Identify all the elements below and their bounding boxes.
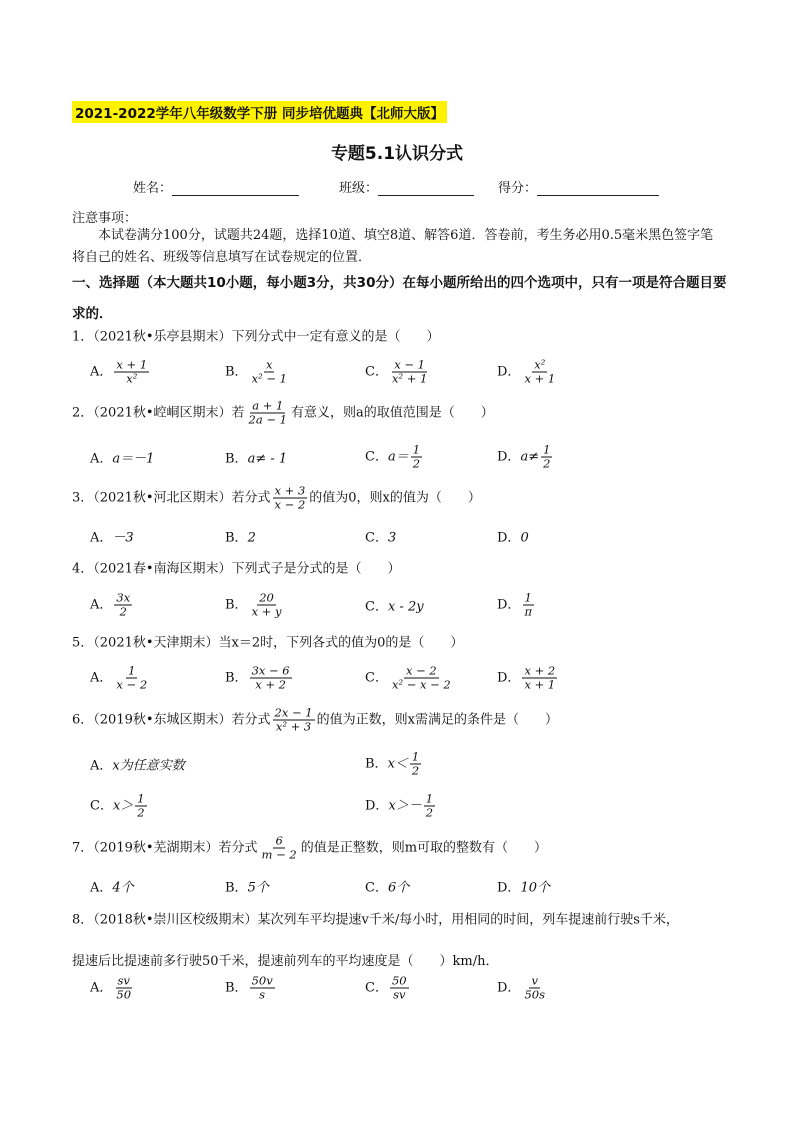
fraction-numerator: v (531, 973, 538, 988)
fraction-denominator: 2 (543, 456, 551, 471)
question-text: 2．（2021秋•崆峒区期末）若 (72, 405, 245, 421)
option-label: C． (365, 364, 388, 380)
option-b (225, 592, 286, 619)
notes-body: 本试卷满分100分，试题共24题，选择10道、填空8道、解答6道．答卷前，考生务必用0.5毫米黑色签字笔将自己的姓名、班级等信息填写在试卷规定的位置． (72, 228, 714, 265)
option-label: C． (365, 880, 388, 896)
fraction-numerator: 1 (425, 791, 434, 806)
option-a (90, 592, 134, 619)
fraction-denominator: 2a − 1 (248, 412, 287, 427)
question-text: 5．（2021秋•天津期末）当x＝2时，下列各式的值为0的是（ ） (72, 635, 464, 651)
question-text: 1．（2021秋•乐亭县期末）下列分式中一定有意义的是（ (72, 329, 401, 345)
option-text: x为任意实数 (112, 758, 185, 774)
fraction-numerator: 3x (116, 590, 131, 605)
question-text-end: 的值为正数，则x需满足的条件是（ ） (316, 712, 558, 728)
option-fraction (135, 793, 146, 820)
fraction-denominator: sv (393, 987, 406, 1002)
option-text: a＝－1 (112, 451, 155, 467)
fraction-denominator: x² − x − 2 (391, 677, 451, 692)
notes-heading: 注意事项： (72, 211, 138, 226)
option-a (90, 359, 151, 386)
option-fraction (411, 444, 422, 471)
option-fraction (250, 665, 292, 692)
option-fraction (250, 359, 289, 386)
question-fraction (273, 485, 308, 512)
score-blank (537, 183, 659, 196)
question-text: 3．（2021秋•河北区期末）若分式 (72, 490, 271, 506)
option-a (90, 527, 134, 546)
option-text: x＜ (387, 756, 408, 772)
fraction-denominator: x² + 1 (391, 371, 428, 386)
header-tag: 2021-2022学年八年级数学下册 同步培优题典【北师大版】 (72, 101, 447, 123)
option-d (497, 359, 559, 386)
fraction-denominator: 2 (119, 604, 127, 619)
fraction-numerator: 1 (411, 749, 420, 764)
option-c (365, 444, 424, 471)
option-fraction (390, 975, 409, 1002)
name-blank (172, 183, 299, 196)
option-label: B． (225, 597, 248, 613)
option-label: B． (225, 364, 248, 380)
option-label: A． (90, 451, 113, 467)
fraction-numerator: x + 1 (116, 357, 148, 372)
option-label: D． (497, 980, 521, 996)
fraction-denominator: 2 (425, 805, 434, 820)
class-field (339, 177, 474, 196)
option-b (225, 527, 256, 546)
fraction-numerator: 1 (412, 442, 421, 457)
option-d (497, 444, 554, 471)
fraction-numerator: 20 (259, 590, 274, 605)
fraction-numerator: 1 (543, 442, 551, 457)
option-label: C． (365, 670, 388, 686)
option-fraction (250, 975, 275, 1002)
option-text: a≠ (520, 449, 540, 465)
option-label: A． (90, 364, 113, 380)
option-a (90, 755, 185, 774)
option-label: C． (90, 798, 113, 814)
fraction-numerator: 6 (275, 833, 283, 848)
option-label: C． (365, 449, 388, 465)
page-title: 专题5.1认识分式 (330, 144, 464, 164)
fraction-numerator: 3x − 6 (251, 663, 290, 678)
fraction-numerator: 2x − 1 (274, 705, 313, 720)
option-fraction (522, 665, 557, 692)
option-text: 4个 (112, 880, 134, 896)
option-fraction (250, 592, 284, 619)
fraction-denominator: x + 1 (524, 371, 556, 386)
question-text-end: 的值为0，则x的值为（ ） (309, 490, 481, 506)
fraction-denominator: 2 (411, 763, 420, 778)
option-label: D． (497, 670, 521, 686)
option-label: A． (90, 670, 113, 686)
option-text: 10个 (520, 880, 550, 896)
fraction-denominator: π (524, 604, 532, 619)
option-fraction (522, 592, 534, 619)
fraction-numerator: sv (117, 973, 130, 988)
option-d (497, 592, 536, 619)
option-fraction (424, 793, 435, 820)
fraction-numerator: x + 2 (524, 663, 556, 678)
fraction-denominator: 50s (524, 987, 545, 1002)
option-label: A． (90, 880, 113, 896)
option-c (365, 527, 396, 546)
option-label: D． (497, 449, 521, 465)
question-6 (72, 707, 752, 734)
option-label: B． (225, 880, 248, 896)
option-label: D． (365, 798, 389, 814)
option-c (365, 877, 409, 896)
option-label: B． (365, 756, 388, 772)
class-blank (378, 183, 474, 196)
option-b (225, 448, 287, 467)
option-fraction (522, 359, 557, 386)
question-text-end: 的值是正整数，则m可取的整数有（ ） (300, 840, 548, 856)
option-a (90, 877, 134, 896)
option-d (497, 665, 559, 692)
option-b (225, 665, 294, 692)
option-a (90, 665, 151, 692)
option-d (497, 975, 549, 1002)
option-a (90, 975, 135, 1002)
option-fraction (390, 665, 453, 692)
option-fraction (114, 592, 132, 619)
option-text: 2 (247, 530, 256, 546)
fraction-denominator: x − 2 (274, 497, 306, 512)
fraction-denominator: s (259, 987, 266, 1002)
fraction-denominator: x − 2 (116, 677, 148, 692)
fraction-numerator: 50 (391, 973, 407, 988)
fraction-denominator: x² (126, 371, 138, 386)
option-label: A． (90, 597, 113, 613)
option-fraction (114, 975, 133, 1002)
option-text: －3 (112, 530, 134, 546)
question-text: 4．（2021春•南海区期末）下列式子是分式的是（ ） (72, 561, 401, 577)
option-label: B． (225, 980, 248, 996)
fraction-numerator: 1 (137, 791, 145, 806)
fraction-numerator: 1 (524, 590, 532, 605)
fraction-numerator: x − 2 (405, 663, 437, 678)
fraction-denominator: x + 1 (524, 677, 556, 692)
name-field (133, 177, 299, 196)
option-label: B． (225, 530, 248, 546)
fraction-denominator: x² + 3 (275, 719, 312, 734)
name-label: 姓名： (133, 181, 173, 196)
option-c (90, 793, 149, 820)
option-b (225, 975, 277, 1002)
option-text: 6个 (387, 880, 410, 896)
fraction-denominator: x + y (251, 604, 282, 619)
question-1 (72, 326, 752, 345)
option-label: C． (365, 599, 388, 615)
option-text: 5个 (247, 880, 269, 896)
question-text: 8．（2018秋•崇川区校级期末）某次列车平均提速v千米/每小时，用相同的时间，列车提速前行驶s千米， (72, 912, 679, 928)
section-heading: 一、选择题（本大题共10小题，每小题3分，共30分）在每小题所给出的四个选项中，只有一项是符合题目要求的． (72, 275, 727, 322)
question-7 (72, 835, 752, 862)
question-8-line2: 提速后比提速前多行驶50千米，提速前列车的平均速度是（ ）km/h． (72, 954, 499, 969)
fraction-numerator: x + 3 (274, 483, 306, 498)
option-fraction (114, 665, 149, 692)
fraction-denominator: 50 (116, 987, 132, 1002)
option-text: x＞－ (388, 798, 422, 814)
fraction-numerator: 1 (128, 663, 136, 678)
option-fraction (522, 975, 547, 1002)
score-label: 得分： (498, 181, 538, 196)
option-c (365, 359, 431, 386)
option-d (365, 793, 437, 820)
question-text: 7．（2019秋•芜湖期末）若分式 (72, 840, 258, 856)
option-text: 3 (387, 530, 397, 546)
option-d (497, 877, 550, 896)
fraction-denominator: 2 (137, 805, 145, 820)
option-label: A． (90, 530, 113, 546)
fraction-denominator: x² − 1 (251, 371, 287, 386)
option-b (365, 751, 423, 778)
question-fraction (247, 400, 289, 427)
question-text-end: ） (426, 329, 440, 345)
option-label: C． (365, 530, 388, 546)
fraction-numerator: 50v (251, 973, 273, 988)
fraction-numerator: a + 1 (252, 398, 284, 413)
question-text: 6．（2019秋•东城区期末）若分式 (72, 712, 271, 728)
question-fraction (273, 707, 315, 734)
option-label: A． (90, 980, 113, 996)
option-c (365, 596, 424, 615)
fraction-numerator: x − 1 (394, 357, 425, 372)
option-label: D． (497, 530, 521, 546)
question-fraction (260, 835, 299, 862)
option-b (225, 359, 291, 386)
option-label: D． (497, 880, 521, 896)
option-label: C． (365, 980, 388, 996)
option-text: a＝ (387, 449, 409, 465)
question-8 (72, 909, 752, 928)
question-text-end: 有意义，则a的取值范围是（ ） (290, 405, 494, 421)
class-label: 班级： (339, 181, 379, 196)
option-label: D． (497, 364, 521, 380)
option-fraction (390, 359, 429, 386)
fraction-denominator: x + 2 (255, 677, 286, 692)
question-5 (72, 632, 752, 651)
option-text: 0 (520, 530, 529, 546)
option-fraction (541, 444, 552, 471)
fraction-numerator: x² (534, 357, 546, 372)
option-label: D． (497, 597, 521, 613)
fraction-denominator: 2 (412, 456, 421, 471)
option-label: A． (90, 758, 113, 774)
question-3 (72, 485, 752, 512)
question-2 (72, 400, 752, 427)
question-4 (72, 558, 752, 577)
option-text: x - 2y (387, 599, 424, 615)
option-c (365, 665, 455, 692)
option-a (90, 448, 154, 467)
fraction-numerator: x (265, 357, 273, 372)
option-text: a≠ - 1 (247, 451, 288, 467)
fraction-denominator: m − 2 (261, 847, 297, 862)
option-fraction (114, 359, 149, 386)
option-b (225, 877, 269, 896)
option-c (365, 975, 411, 1002)
option-text: x＞ (112, 798, 134, 814)
option-label: B． (225, 670, 248, 686)
option-label: B． (225, 451, 248, 467)
option-fraction (410, 751, 421, 778)
score-field (498, 177, 659, 196)
option-d (497, 527, 529, 546)
